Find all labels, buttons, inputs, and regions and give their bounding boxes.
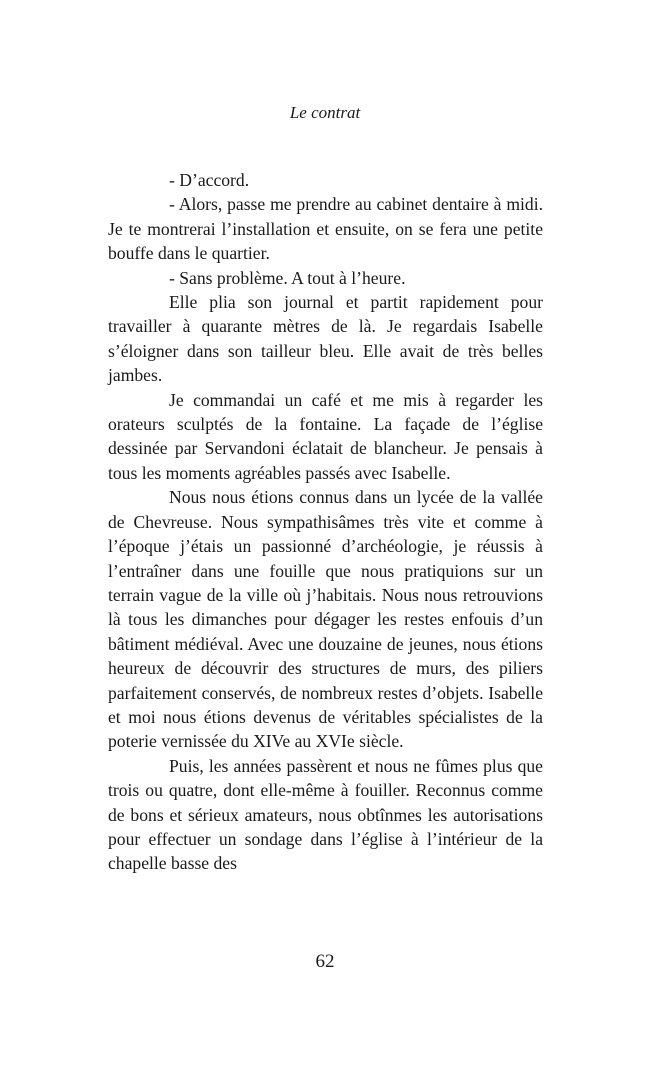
paragraph: - D’accord. [169,170,250,190]
paragraph: - Alors, passe me prendre au cabinet dentaire à midi. Je te montrerai l’installation et ensuite, on se fera une petite bouffe dans le quartier. [108,194,543,264]
paragraph: Puis, les années passèrent et nous ne fûmes plus que trois ou quatre, dont elle-même à fouiller. Reconnus comme de bons et sérieux amateurs, nous obtînmes les autorisations pour effectuer un sondage dans l’église à l’intérieur de la chapelle basse des [108,755,543,874]
page-number: 62 [315,951,335,972]
paragraph: Nous nous étions connus dans un lycée de la vallée de Chevreuse. Nous sympathisâmes très vite et comme à l’époque j’étais un passionné d’archéologie, je réussis à l’entraîner dans une fouille que nous pratiquions sur un terrain vague de la ville où j’habitais. Nous nous retrouvions là tous les dimanches pour dégager les restes enfouis d’un bâtiment médiéval. Avec une douzaine de jeunes, nous étions heureux de découvrir des structures de murs, des piliers parfaitement conservés, de nombreux restes d’objets. Isabelle et moi nous étions devenus de véritables spécialistes de la poterie vernissée du XIVe au XVIe siècle. [108,487,543,752]
body-text [108,168,543,876]
paragraph: - Sans problème. A tout à l’heure. [169,267,406,288]
paragraph: Je commandai un café et me mis à regarder les orateurs sculptés de la fontaine. La façade de l’église dessinée par Servandoni éclatait de blancheur. Je pensais à tous les moments agréables passés avec Isabelle. [108,389,543,483]
paragraph: Elle plia son journal et partit rapidement pour travailler à quarante mètres de là. Je regardais Isabelle s’éloigner dans son tailleur bleu. Elle avait de très belles jambes. [108,292,543,386]
running-title: Le contrat [289,103,361,122]
